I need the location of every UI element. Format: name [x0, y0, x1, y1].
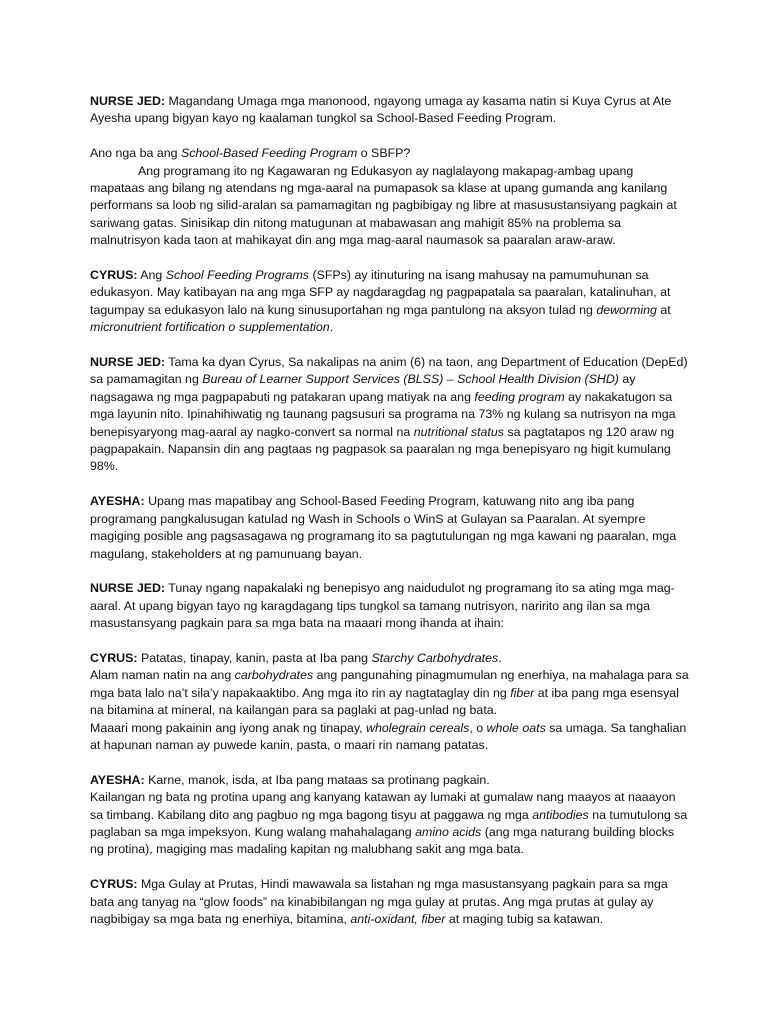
- text-run: ay nakakatugon sa mga layunin nito. Ipinahihiwatig ng taunang pagsusuri sa programa na 73% ng kulang sa nutrisyon na mga benepisyaryong mag-aaral ay nagko-convert sa normal na: [90, 389, 676, 439]
- text-run: Patatas, tinapay, kanin, pasta at Iba pang: [137, 650, 372, 665]
- text-run: Karne, manok, isda, at Iba pang mataas sa protinang pagkain.: [144, 772, 490, 787]
- speaker-label: NURSE JED:: [90, 355, 166, 370]
- text-run: Maaari mong pakainin ang iyong anak ng tinapay,: [90, 720, 366, 735]
- text-run: na tumutulong sa paglaban sa mga impeksyon. Kung walang mahahalagang: [90, 807, 688, 839]
- text-run: sa umaga. Sa tanghalian at hapunan naman ay puwede kanin, pasta, o maari rin namang patatas.: [90, 720, 687, 752]
- document-body: [90, 93, 690, 946]
- speaker-label: CYRUS:: [90, 650, 138, 665]
- italic-term: feeding program: [474, 389, 565, 404]
- text-run: at iba pang mga esensyal na bitamina at mineral, na kailangan para sa paglaki at pag-unlad ng bata.: [90, 685, 679, 718]
- italic-term: wholegrain cereals: [366, 720, 470, 735]
- text-run: Ang programang ito ng Kagawaran ng Edukasyon ay naglalayong makapag-ambag upang mapataas ang bilang ng atendans ng mga-aaral na pumapasok sa klase at upang gumanda ang kanilang performans sa loob ng silid-aralan sa pamamagitan ng pagbibigay ng libre at masusustansiyang pagkain at sariwang gatas. Sinisikap din nitong matugunan at mabawasan ang mahigit 85% na problema sa malnutrisyon kada taon at mahikayat din ang mga mag-aaral naumasok sa paaralan araw-araw.: [90, 163, 677, 248]
- paragraph: [90, 772, 690, 859]
- italic-term: anti-oxidant, fiber: [350, 911, 446, 926]
- italic-term: amino acids: [415, 824, 482, 839]
- paragraph: [90, 267, 690, 337]
- speaker-label: CYRUS:: [90, 877, 138, 892]
- text-run: (ang mga naturang building blocks ng protina), magiging mas madaling kapitan ng malubhang sakit ang mga bata.: [90, 824, 675, 857]
- text-run: .: [329, 320, 334, 335]
- paragraph: [90, 650, 690, 754]
- paragraph: [90, 493, 690, 563]
- paragraph: [90, 876, 690, 928]
- text-run: ang pangunahing pinagmumulan ng enerhiya, na mahalaga para sa mga bata lalo na’t sila’y napakaaktibo. Ang mga ito rin ay nagtataglay din ng: [90, 668, 689, 700]
- text-run: Tama ka dyan Cyrus, Sa nakalipas na anim (6) na taon, ang Department of Education (DepEd) sa pamamagitan ng: [90, 355, 688, 387]
- paragraph: [90, 93, 690, 128]
- text-run: Ang: [137, 268, 166, 283]
- italic-term: Bureau of Learner Support Services (BLSS) – School Health Division (SHD): [202, 372, 619, 387]
- italic-term: School Feeding Programs: [165, 268, 310, 283]
- italic-term: antibodies: [532, 807, 589, 822]
- text-run: at maging tubig sa katawan.: [445, 911, 604, 926]
- speaker-label: NURSE JED:: [90, 94, 166, 108]
- italic-term: School-Based Feeding Program: [180, 146, 358, 161]
- italic-term: micronutrient fortification o supplementation: [90, 320, 330, 335]
- text-run: .: [498, 650, 502, 665]
- text-run: at: [656, 302, 671, 317]
- text-run: (SFPs) ay itinuturing na isang mahusay na pamumuhunan sa edukasyon. May katibayan na ang mga SFP ay nagdaragdag ng pagpapatala sa paaralan, katalinuhan, at tagumpay sa edukasyon lalo na kung sinusuportahan ng mga pantulong na aksyon tulad ng: [90, 268, 671, 317]
- speaker-label: CYRUS:: [90, 268, 138, 283]
- italic-term: fiber: [510, 685, 535, 700]
- text-run: ay nagsagawa ng mga pagpapabuti ng patakaran upang matiyak na ang: [90, 372, 636, 404]
- italic-term: deworming: [596, 302, 657, 317]
- speaker-label: AYESHA:: [90, 494, 145, 509]
- text-run: Kailangan ng bata ng protina upang ang kanyang katawan ay lumaki at gumalaw nang maayos at naaayon sa timbang. Kabilang dito ang pagbuo ng mga bagong tisyu at paggawa ng mga: [90, 790, 676, 822]
- text-run: o SBFP?: [357, 146, 411, 161]
- italic-term: whole oats: [486, 720, 546, 735]
- text-run: , o: [469, 720, 487, 735]
- speaker-label: AYESHA:: [90, 772, 145, 787]
- italic-term: nutritional status: [413, 424, 504, 439]
- paragraph: [90, 163, 690, 250]
- italic-term: carbohydrates: [234, 668, 314, 683]
- text-run: Mga Gulay at Prutas, Hindi mawawala sa listahan ng mga masustansyang pagkain para sa mga bata ang tanyag na “glow foods” na kinabibilangan ng mga gulay at prutas. Ang mga prutas at gulay ay nagbibigay sa mga bata ng enerhiya, bitamina,: [90, 877, 668, 926]
- text-run: sa pagtatapos ng 120 araw ng pagpapakain. Napansin din ang pagtaas ng pagpasok sa paaralan ng mga benepisyaro ng higit kumulang 98%.: [90, 424, 675, 474]
- paragraph: [90, 145, 690, 162]
- text-run: Ano nga ba ang: [90, 146, 181, 161]
- paragraph: [90, 580, 690, 632]
- paragraph: [90, 354, 690, 476]
- text-run: Magandang Umaga mga manonood, ngayong umaga ay kasama natin si Kuya Cyrus at Ate Ayesha upang bigyan kayo ng kaalaman tungkol sa School-Based Feeding Program.: [90, 94, 672, 126]
- speaker-label: NURSE JED:: [90, 581, 166, 596]
- text-run: Upang mas mapatibay ang School-Based Feeding Program, katuwang nito ang iba pang programang pangkalusugan katulad ng Wash in Schools o WinS at Gulayan sa Paaralan. At syempre magiging posible ang pagsasagawa ng programang ito sa pagtutulungan ng mga kawani ng paaralan, mga magulang, stakeholders at ng pamunuang bayan.: [90, 494, 677, 561]
- italic-term: Starchy Carbohydrates: [371, 650, 499, 665]
- text-run: Alam naman natin na ang: [90, 668, 235, 683]
- text-run: Tunay ngang napakalaki ng benepisyo ang naidudulot ng programang ito sa ating mga mag-aaral. At upang bigyan tayo ng karagdagang tips tungkol sa tamang nutrisyon, naririto ang ilan sa mga masustansyang pagkain para sa mga bata na maaari mong ihanda at ihain:: [90, 581, 675, 631]
